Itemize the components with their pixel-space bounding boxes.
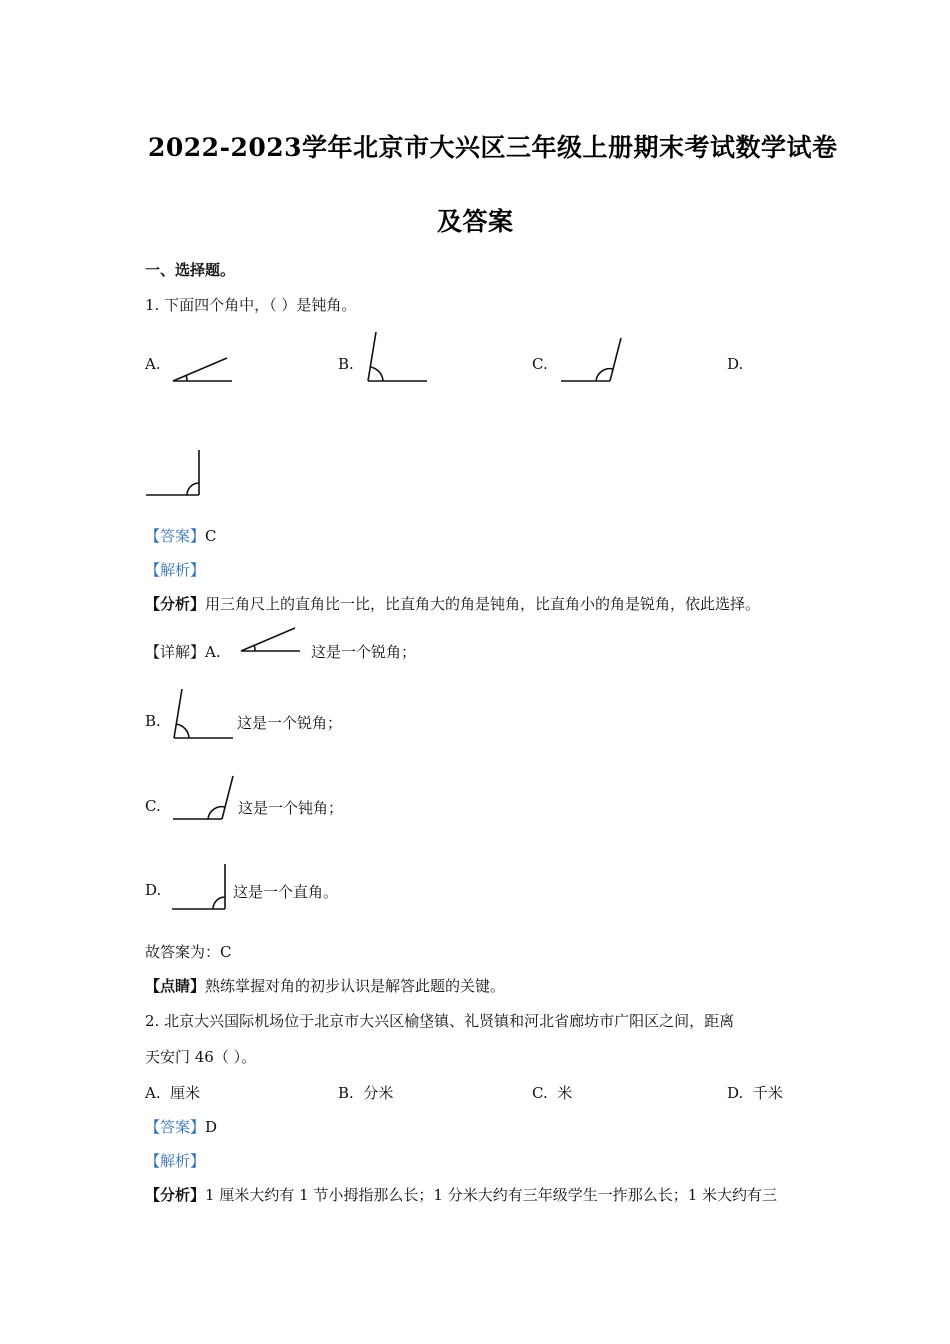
q1-option-d-label[interactable]: D. — [727, 355, 744, 373]
detail-a-label: A. — [205, 643, 221, 661]
q2-stem-line1: 2. 北京大兴国际机场位于北京市大兴区榆垡镇、礼贤镇和河北省廊坊市广阳区之间，距离 — [145, 1012, 735, 1030]
page-title-line1: 2022-2023学年北京市大兴区三年级上册期末考试数学试卷 — [148, 133, 838, 162]
acute-angle-icon — [170, 355, 235, 385]
detail-c-label: C. — [145, 797, 161, 815]
section-heading: 一、选择题。 — [145, 261, 236, 279]
analysis-tag: 【解析】 — [145, 561, 206, 579]
q1-dianjing — [145, 975, 505, 996]
q2-option-b-text: 分米 — [363, 1084, 394, 1102]
q2-option-d[interactable] — [727, 1082, 783, 1103]
page-title-line2: 及答案 — [437, 207, 514, 236]
q2-option-d-label: D. — [727, 1084, 744, 1102]
q2-stem-line2: 天安门 46（ ）。 — [145, 1048, 257, 1066]
q1-option-a-label[interactable]: A. — [145, 355, 161, 373]
q2-option-a-label: A. — [145, 1084, 161, 1102]
obtuse-angle-icon — [558, 335, 628, 385]
acute-angle-icon — [362, 330, 432, 385]
dianjing-text: 熟练掌握对角的初步认识是解答此题的关键。 — [205, 977, 506, 995]
answer-value: D — [205, 1118, 218, 1136]
q2-option-a[interactable] — [145, 1082, 200, 1103]
q2-option-c[interactable] — [532, 1082, 572, 1103]
q2-option-b[interactable] — [338, 1082, 393, 1103]
q1-answer — [145, 525, 217, 546]
q1-option-b-label[interactable]: B. — [338, 355, 354, 373]
detail-b-label: B. — [145, 712, 161, 730]
detail-a-text: 这是一个锐角； — [311, 643, 417, 661]
answer-tag: 【答案】 — [145, 527, 206, 545]
right-angle-icon — [170, 862, 230, 912]
detail-b-text: 这是一个锐角； — [237, 714, 343, 732]
right-angle-icon — [144, 448, 204, 498]
detail-d-label: D. — [145, 881, 162, 899]
fenxi-tag: 【分析】 — [145, 595, 206, 613]
acute-angle-icon — [238, 625, 303, 655]
q1-conclusion: 故答案为：C — [145, 943, 232, 961]
detail-tag: 【详解】 — [145, 643, 206, 661]
q2-option-b-label: B. — [338, 1084, 354, 1102]
answer-value: C — [205, 527, 217, 545]
answer-tag: 【答案】 — [145, 1118, 206, 1136]
dianjing-tag: 【点睛】 — [145, 977, 206, 995]
fenxi-text: 用三角尺上的直角比一比，比直角大的角是钝角，比直角小的角是锐角，依此选择。 — [205, 595, 761, 613]
q2-option-a-text: 厘米 — [170, 1084, 201, 1102]
q2-option-d-text: 千米 — [752, 1084, 783, 1102]
analysis-tag: 【解析】 — [145, 1152, 206, 1170]
fenxi-tag: 【分析】 — [145, 1186, 206, 1204]
q2-answer — [145, 1116, 217, 1137]
q2-option-c-label: C. — [532, 1084, 548, 1102]
acute-angle-icon — [168, 687, 238, 742]
fenxi-text: 1 厘米大约有 1 节小拇指那么长；1 分米大约有三年级学生一拃那么长；1 米大约有三 — [205, 1186, 778, 1204]
detail-d-text: 这是一个直角。 — [233, 883, 339, 901]
q1-option-c-label[interactable]: C. — [532, 355, 548, 373]
q2-fenxi — [145, 1184, 777, 1205]
q2-option-c-text: 米 — [557, 1084, 573, 1102]
detail-a — [145, 641, 221, 662]
detail-c-text: 这是一个钝角； — [238, 799, 344, 817]
obtuse-angle-icon — [170, 773, 240, 823]
q1-fenxi — [145, 593, 760, 614]
q1-stem: 1. 下面四个角中，（ ）是钝角。 — [145, 296, 357, 314]
